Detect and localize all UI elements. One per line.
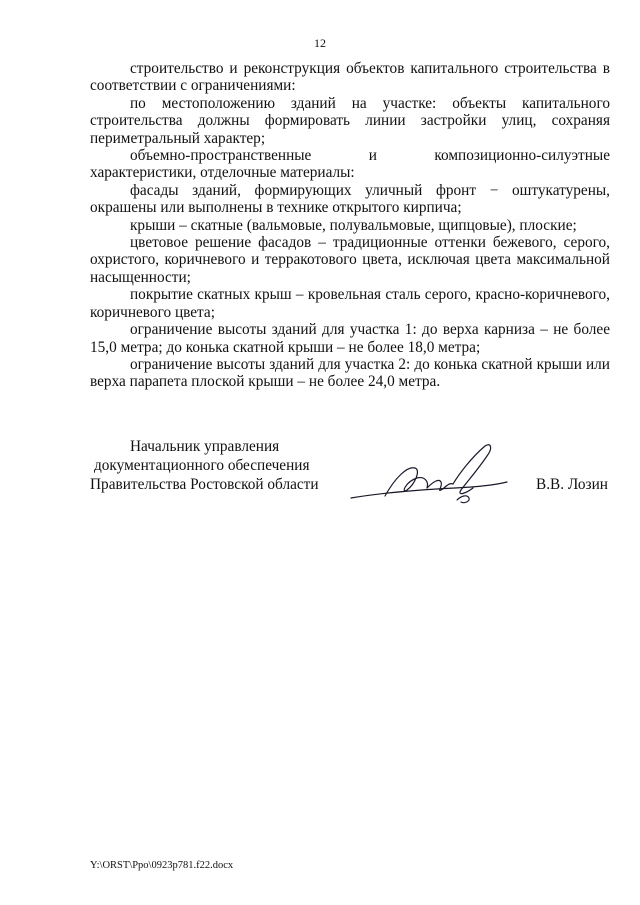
footer-file-path: Y:\ORST\Ppo\0923p781.f22.docx	[90, 860, 234, 871]
signature-block	[0, 438, 640, 518]
handwritten-signature	[345, 438, 515, 510]
paragraph: ограничение высоты зданий для участка 1: до верха карниза – не более 15,0 метра; до конька скатной крыши – не более 18,0 метра;	[90, 321, 610, 356]
signer-title-line-3: Правительства Ростовской области	[90, 476, 319, 493]
signer-name: В.В. Лозин	[536, 476, 608, 493]
paragraph: по местоположению зданий на участке: объекты капитального строительства должны формировать линии застройки улиц, сохраняя периметральный характер;	[90, 94, 610, 147]
paragraph: строительство и реконструкция объектов капитального строительства в соответствии с ограничениями:	[90, 60, 610, 95]
paragraph: фасады зданий, формирующих уличный фронт − оштукатурены, окрашены или выполнены в технике открытого кирпича;	[90, 181, 610, 217]
signer-title-line-2: документационного обеспечения	[94, 457, 310, 474]
signer-title-line-1: Начальник управления	[130, 438, 280, 455]
paragraph: цветовое решение фасадов – традиционные оттенки бежевого, серого, охристого, коричневого и терракотового цвета, исключая цвета максимальной насыщенности;	[90, 234, 610, 286]
paragraph: крыши – скатные (вальмовые, полувальмовые, щипцовые), плоские;	[130, 216, 577, 234]
document-body	[90, 60, 610, 391]
paragraph: объемно-пространственные и композиционно-силуэтные характеристики, отделочные материалы:	[90, 147, 610, 182]
page-number: 12	[314, 36, 326, 50]
paragraph: ограничение высоты зданий для участка 2: до конька скатной крыши или верха парапета плоской крыши – не более 24,0 метра.	[90, 355, 610, 391]
paragraph: покрытие скатных крыш – кровельная сталь серого, красно-коричневого, коричневого цвета;	[90, 286, 610, 321]
